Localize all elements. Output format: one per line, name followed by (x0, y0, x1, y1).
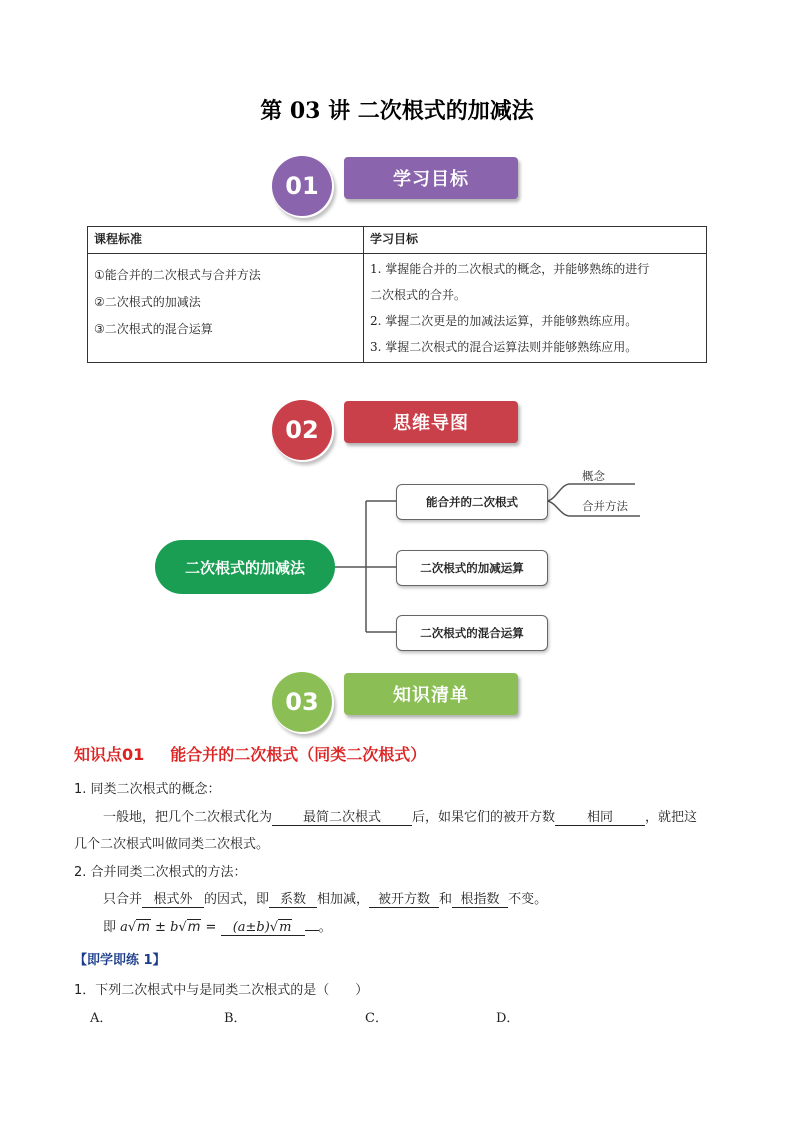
text: 一般地，把几个二次根式化为 (103, 810, 273, 825)
practice-question: 1．下列二次根式中与是同类二次根式的是（ ） (74, 983, 369, 998)
goal-item: 3. 掌握二次根式的混合运算法则并能够熟练应用。 (370, 340, 638, 354)
option-c[interactable]: C． (365, 1011, 388, 1026)
knowledge-point-name: 能合并的二次根式（同类二次根式） (170, 745, 427, 764)
section-02-number: 02 (272, 400, 332, 460)
mindmap-node-add-subtract: 二次根式的加减运算 (396, 550, 548, 586)
option-a[interactable]: A． (90, 1011, 113, 1026)
knowledge-point-title (74, 742, 426, 765)
option-d[interactable]: D． (496, 1011, 520, 1026)
math-radicand: m (187, 920, 201, 935)
section-03-label: 知识清单 (344, 673, 518, 715)
fill-blank-answer: 相同 (555, 806, 645, 826)
sqrt-icon: √ (127, 920, 137, 935)
page-title: 第 03 讲 二次根式的加减法 (260, 98, 534, 124)
standard-item: ②二次根式的加减法 (94, 295, 201, 309)
merge-formula (103, 916, 332, 936)
section-03-badge (272, 672, 334, 734)
sqrt-icon: √ (269, 920, 279, 935)
mindmap-node-combinable: 能合并的二次根式 (396, 484, 548, 520)
section-03-banner (272, 672, 532, 736)
item1-title: 1. 同类二次根式的概念： (74, 782, 221, 797)
mindmap-leaf-method: 合并方法 (582, 499, 628, 513)
section-01-label: 学习目标 (344, 157, 518, 199)
fill-blank-answer: 最简二次根式 (272, 806, 412, 826)
item1-line2: 几个二次根式叫做同类二次根式。 (74, 837, 270, 852)
text: 不变。 (508, 892, 548, 907)
section-03-number: 03 (272, 672, 332, 732)
text: 只合并 (103, 892, 143, 907)
practice-title: 【即学即练 1】 (74, 953, 166, 968)
text: 相加减， (317, 892, 370, 907)
math-var: a (120, 920, 128, 935)
section-02-label: 思维导图 (344, 401, 518, 443)
option-b[interactable]: B． (224, 1011, 247, 1026)
fill-blank (305, 930, 319, 931)
text: 即 (103, 920, 117, 935)
item2-line1 (103, 888, 547, 908)
standard-item: ③二次根式的混合运算 (94, 322, 213, 336)
math-op: ± (155, 920, 166, 935)
goal-item: 二次根式的合并。 (370, 288, 467, 302)
item1-line1 (103, 806, 697, 826)
fill-blank-answer: 被开方数 (369, 888, 439, 908)
text: 。 (318, 920, 332, 935)
table-header-goals: 学习目标 (364, 227, 707, 254)
fill-blank-answer: 根式外 (142, 888, 204, 908)
text: 的因式，即 (204, 892, 270, 907)
standard-item: ①能合并的二次根式与合并方法 (94, 268, 261, 282)
mindmap-root: 二次根式的加减法 (155, 540, 335, 594)
math-radicand: m (137, 920, 150, 935)
mindmap-leaf-concept: 概念 (582, 469, 605, 483)
table-header-standard: 课程标准 (88, 227, 364, 254)
fill-blank-answer (221, 919, 305, 936)
mindmap-node-mixed: 二次根式的混合运算 (396, 615, 548, 651)
sqrt-icon: √ (178, 920, 187, 935)
math-radicand: m (279, 920, 292, 935)
item2-title: 2. 合并同类二次根式的方法： (74, 865, 247, 880)
text: ，就把这 (645, 810, 698, 825)
knowledge-point-number: 知识点01 (74, 745, 145, 764)
goal-item: 2. 掌握二次更是的加减法运算，并能够熟练应用。 (370, 314, 638, 328)
fill-blank-answer: 系数 (269, 888, 317, 908)
section-01-number: 01 (272, 156, 332, 216)
math-expression: (a±b) (232, 920, 270, 935)
goal-item: 1. 掌握能合并的二次根式的概念，并能够熟练的进行 (370, 262, 650, 276)
math-op: = (205, 920, 217, 935)
math-var: b (170, 920, 179, 935)
text: 和 (439, 892, 453, 907)
text: 后，如果它们的被开方数 (412, 810, 556, 825)
fill-blank-answer: 根指数 (452, 888, 508, 908)
